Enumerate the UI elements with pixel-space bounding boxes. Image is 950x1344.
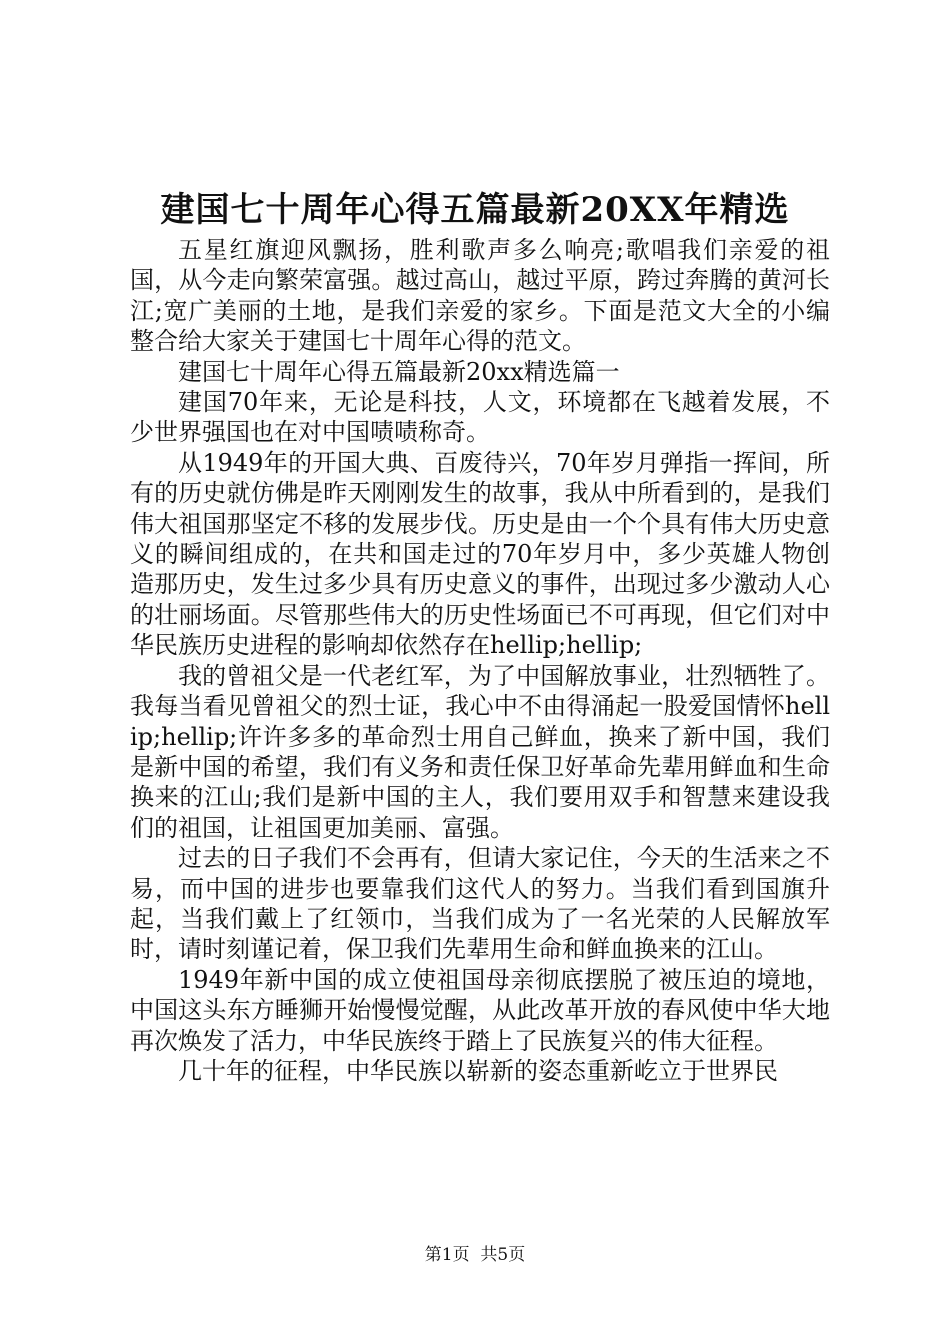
section-heading: 建国七十周年心得五篇最新20xx精选篇一 [178,357,620,386]
body-paragraph: 过去的日子我们不会再有，但请大家记住，今天的生活来之不易，而中国的进步也要靠我们这代人的努力。当我们看到国旗升起，当我们戴上了红领巾，当我们成为了一名光荣的人民解放军时，请时刻谨记着，保卫我们先辈用生命和鲜血换来的江山。 [130,844,830,964]
body-paragraph: 1949年新中国的成立使祖国母亲彻底摆脱了被压迫的境地，中国这头东方睡狮开始慢慢觉醒，从此改革开放的春风使中华大地再次焕发了活力，中华民族终于踏上了民族复兴的伟大征程。 [130,965,830,1055]
body-paragraph: 从1949年的开国大典、百废待兴，70年岁月弹指一挥间，所有的历史就仿佛是昨天刚刚发生的故事，我从中所看到的，是我们伟大祖国那坚定不移的发展步伐。历史是由一个个具有伟大历史意义的瞬间组成的，在共和国走过的70年岁月中，多少英雄人物创造那历史，发生过多少具有历史意义的事件，出现过多少激动人心的壮丽场面。尽管那些伟大的历史性场面已不可再现，但它们对中华民族历史进程的影响却依然存在hellip;hellip; [130,448,830,660]
document-title: 建国七十周年心得五篇最新20XX年精选 [160,190,790,230]
body-paragraph: 几十年的征程，中华民族以崭新的姿态重新屹立于世界民 [178,1056,778,1085]
document-body [130,235,830,1086]
page-number-footer: 第1页 共5页 [424,1245,526,1265]
body-paragraph: 建国70年来，无论是科技，人文，环境都在飞越着发展，不少世界强国也在对中国啧啧称奇。 [130,388,830,447]
intro-paragraph: 五星红旗迎风飘扬，胜利歌声多么响亮;歌唱我们亲爱的祖国，从今走向繁荣富强。越过高山，越过平原，跨过奔腾的黄河长江;宽广美丽的土地，是我们亲爱的家乡。下面是范文大全的小编整合给大家关于建国七十周年心得的范文。 [130,236,830,356]
body-paragraph: 我的曾祖父是一代老红军，为了中国解放事业，壮烈牺牲了。我每当看见曾祖父的烈士证，我心中不由得涌起一股爱国情怀hellip;hellip;许许多多的革命烈士用自己鲜血，换来了新中国，我们是新中国的希望，我们有义务和责任保卫好革命先辈用鲜血和生命换来的江山;我们是新中国的主人，我们要用双手和智慧来建设我们的祖国，让祖国更加美丽、富强。 [130,661,830,842]
